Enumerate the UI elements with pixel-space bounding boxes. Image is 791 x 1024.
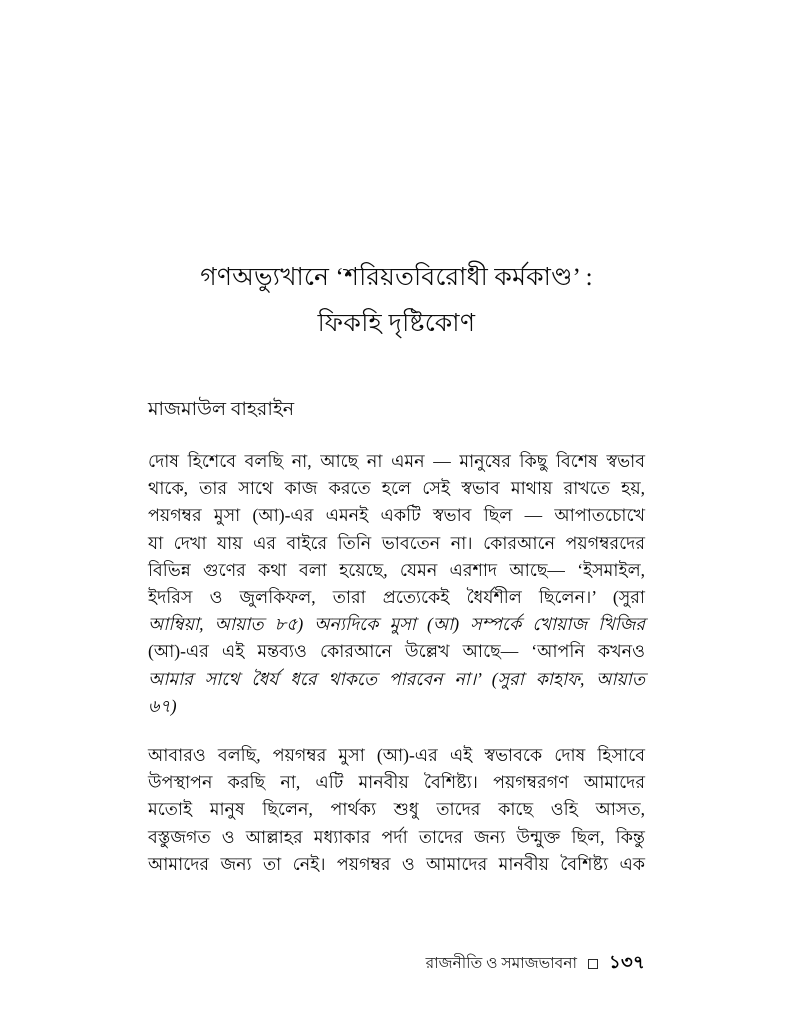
- body-line: দোষ হিশেবে বলছি না, আছে না এমন — মানুষের কিছু বিশেষ স্বভাব: [148, 451, 645, 471]
- page-footer: [148, 948, 645, 979]
- body-line: ইদরিস ও জুলকিফল, তারা প্রত্যেকেই ধৈর্যশীল ছিলেন।’ (সুরা: [148, 587, 645, 608]
- body-line: বিভিন্ন গুণের কথা বলা হয়েছে, যেমন এরশাদ আছে— ‘ইসমাইল,: [148, 559, 645, 580]
- article-title-line-2: ফিকহি দৃষ্টিকোণ: [317, 310, 476, 337]
- body-line-citation-end: ৬৭): [148, 695, 177, 716]
- footer-book-title: রাজনীতি ও সমাজভাবনা: [425, 955, 577, 972]
- page-number: ১৩৭: [609, 952, 645, 972]
- article-title-line-1: গণঅভ্যুখানে ‘শরিয়তবিরোধী কর্মকাণ্ড’ :: [200, 264, 593, 291]
- article-title: [148, 255, 645, 347]
- body-paragraph-2: [148, 742, 645, 878]
- body-line-citation-italic: আম্বিয়া, আয়াত ৮৫) অন্যদিকে মুসা (আ) সম্পর্কে খোয়াজ খিজির: [148, 614, 645, 635]
- body-line: থাকে, তার সাথে কাজ করতে হলে সেই স্বভাব মাথায় রাখতে হয়,: [148, 478, 645, 499]
- article-body: [148, 448, 645, 878]
- body-line: আমাদের জন্য তা নেই। পয়গম্বর ও আমাদের মানবীয় বৈশিষ্ট্য এক: [148, 853, 645, 874]
- author-name: মাজমাউল বাহরাইন: [148, 399, 295, 420]
- square-bullet-icon: [588, 959, 598, 969]
- body-line: যা দেখা যায় এর বাইরে তিনি ভাবতেন না। কোরআনে পয়গম্বরদের: [148, 532, 645, 553]
- body-paragraph-1: [148, 448, 645, 720]
- body-line-citation-italic: আমার সাথে ধৈর্য ধরে থাকতে পারবেন না।’ (সুরা কাহাফ, আয়াত: [148, 668, 645, 689]
- body-line: বস্তুজগত ও আল্লাহর মধ্যাকার পর্দা তাদের জন্য উন্মুক্ত ছিল, কিন্তু: [148, 826, 645, 847]
- body-line: মতোই মানুষ ছিলেন, পার্থক্য শুধু তাদের কাছে ওহি আসত,: [148, 799, 645, 820]
- page-content-column: [148, 0, 645, 1024]
- body-line: (আ)-এর এই মন্তব্যও কোরআনে উল্লেখ আছে— ‘আপনি কখনও: [148, 641, 645, 662]
- body-line: উপস্থাপন করছি না, এটি মানবীয় বৈশিষ্ট্য। পয়গম্বরগণ আমাদের: [148, 772, 645, 793]
- body-line: আবারও বলছি, পয়গম্বর মুসা (আ)-এর এই স্বভাবকে দোষ হিসাবে: [148, 745, 645, 766]
- body-line: পয়গম্বর মুসা (আ)-এর এমনই একটি স্বভাব ছিল — আপাতচোখে: [148, 505, 645, 526]
